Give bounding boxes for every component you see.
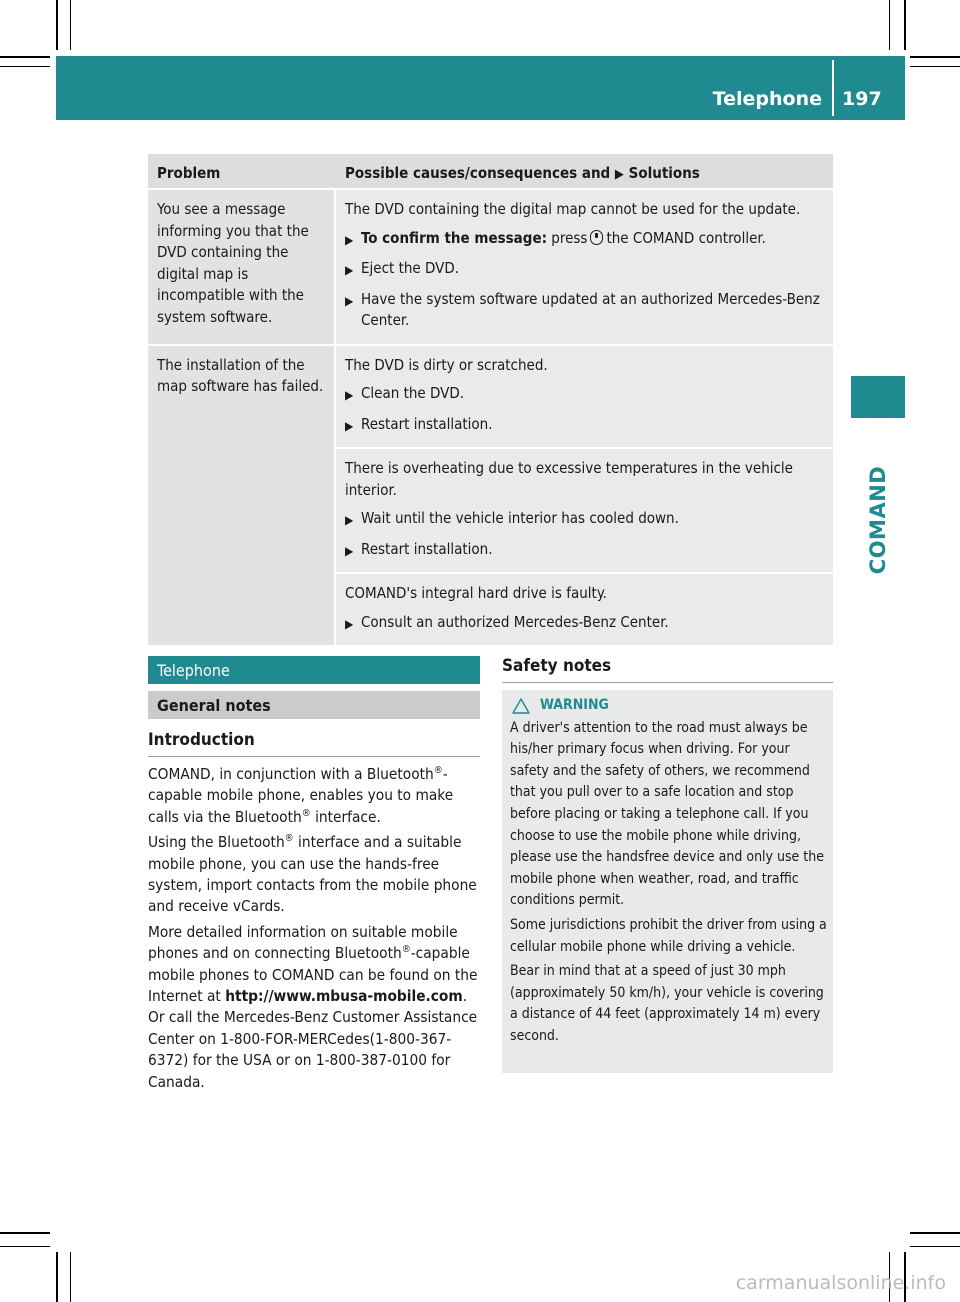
step-item: ▶ Restart installation. bbox=[345, 539, 827, 563]
warning-text: A driver's attention to the road must always be his/her primary focus when driving. For your safety and the safety of others, we recommend that you pull over to a safe location and stop before placing or taking a telephone call. If you choose to use the mobile phone while driving, please use the handsfree device and only use the mobile phone when weather, road, and traffic conditions permit. bbox=[510, 719, 824, 909]
crop-mark bbox=[910, 1232, 960, 1234]
page-number: 197 bbox=[842, 88, 882, 110]
solution-cell bbox=[336, 190, 833, 344]
cause-text: The DVD is dirty or scratched. bbox=[345, 355, 548, 374]
solution-cell bbox=[336, 346, 833, 646]
crop-mark bbox=[889, 0, 890, 50]
chapter-title: Telephone bbox=[712, 88, 822, 110]
crop-mark bbox=[0, 66, 50, 67]
paragraph: COMAND, in conjunction with a Bluetooth®-capable mobile phone, enables you to make calls via the Bluetooth® interface. bbox=[148, 765, 454, 826]
warning-header bbox=[512, 695, 827, 717]
paragraph: Using the Bluetooth® interface and a suitable mobile phone, you can use the hands-free system, import contacts from the mobile phone and receive vCards. bbox=[148, 833, 477, 916]
step-item: ▶ Clean the DVD. bbox=[345, 383, 827, 407]
crop-mark bbox=[904, 0, 906, 50]
arrow-icon: ▶ bbox=[345, 388, 354, 402]
problem-cell: You see a message informing you that the DVD containing the digital map is incompatible with the system software. bbox=[148, 190, 336, 344]
step-item: ▶ Eject the DVD. bbox=[345, 258, 827, 282]
cause-block bbox=[336, 190, 833, 344]
step-item: ▶ Restart installation. bbox=[345, 414, 827, 438]
safety-notes-heading: Safety notes bbox=[502, 656, 833, 683]
watermark: carmanualsonline.info bbox=[735, 1272, 946, 1294]
arrow-icon: ▶ bbox=[345, 293, 354, 308]
step-item: ▶ Have the system software updated at an authorized Mercedes-Benz Center. bbox=[345, 289, 827, 332]
crop-mark bbox=[56, 1252, 58, 1302]
arrow-icon: ▶ bbox=[345, 543, 354, 558]
step-item: ▶ Wait until the vehicle interior has cooled down. bbox=[345, 508, 827, 532]
crop-mark bbox=[56, 0, 58, 50]
warning-label: WARNING bbox=[540, 697, 609, 713]
section-title: Telephone bbox=[148, 656, 480, 684]
controller-press-icon bbox=[590, 230, 603, 245]
crop-mark bbox=[910, 66, 960, 67]
warning-text: Some jurisdictions prohibit the driver from using a cellular mobile phone while driving a vehicle. bbox=[510, 916, 827, 955]
warning-box bbox=[502, 690, 833, 1073]
arrow-icon: ▶ bbox=[345, 513, 354, 527]
crop-mark bbox=[70, 1252, 71, 1302]
troubleshooting-table bbox=[148, 154, 833, 645]
introduction-heading: Introduction bbox=[148, 730, 480, 757]
cause-text: There is overheating due to excessive temperatures in the vehicle interior. bbox=[345, 459, 793, 499]
arrow-icon: ▶ bbox=[345, 616, 354, 631]
subsection-title: General notes bbox=[148, 691, 480, 719]
step-item: ▶ Consult an authorized Mercedes-Benz Center. bbox=[345, 612, 827, 636]
table-row bbox=[148, 346, 833, 646]
introduction-body bbox=[148, 764, 482, 1097]
table-header-row bbox=[148, 154, 833, 190]
cause-text: The DVD containing the digital map cannot be used for the update. bbox=[345, 200, 801, 218]
crop-mark bbox=[910, 1246, 960, 1247]
crop-mark bbox=[0, 56, 50, 58]
warning-text: Bear in mind that at a speed of just 30 mph (approximately 50 km/h), your vehicle is covering a distance of 44 feet (approximately 14 m) every second. bbox=[510, 963, 824, 1044]
problem-cell: The installation of the map software has failed. bbox=[148, 346, 336, 646]
website-link[interactable]: http://www.mbusa-mobile.com bbox=[225, 987, 463, 1006]
table-header-solutions: Possible causes/consequences and ▶ Solutions bbox=[345, 164, 700, 182]
arrow-icon: ▶ bbox=[345, 232, 354, 247]
cause-text: COMAND's integral hard drive is faulty. bbox=[345, 584, 607, 602]
side-tab-label: COMAND bbox=[866, 465, 890, 575]
cause-block bbox=[336, 449, 833, 574]
paragraph: More detailed information on suitable mobile phones and on connecting Bluetooth®-capable mobile phones to COMAND can be found on the Internet at http://www.mbusa-mobile.com. Or call the Mercedes-Benz Customer Assistance Center on 1-800-FOR-MERCedes(1-800-367-6372) for the USA or on 1-800-387-0100 for Canada. bbox=[148, 922, 478, 1091]
crop-mark bbox=[0, 1232, 50, 1234]
arrow-icon: ▶ bbox=[345, 263, 354, 277]
cause-block bbox=[336, 346, 833, 450]
table-header-problem: Problem bbox=[157, 164, 221, 182]
table-row bbox=[148, 190, 833, 346]
header-divider bbox=[832, 60, 834, 116]
crop-mark bbox=[910, 56, 960, 58]
warning-triangle-icon bbox=[512, 698, 530, 714]
cause-block bbox=[336, 574, 833, 645]
step-item: ▶ To confirm the message: press the COMAND controller. bbox=[345, 228, 827, 252]
arrow-icon: ▶ bbox=[345, 418, 354, 433]
arrow-icon: ▶ bbox=[614, 167, 624, 182]
crop-mark bbox=[70, 0, 71, 50]
crop-mark bbox=[0, 1246, 50, 1247]
side-tab bbox=[851, 376, 905, 418]
